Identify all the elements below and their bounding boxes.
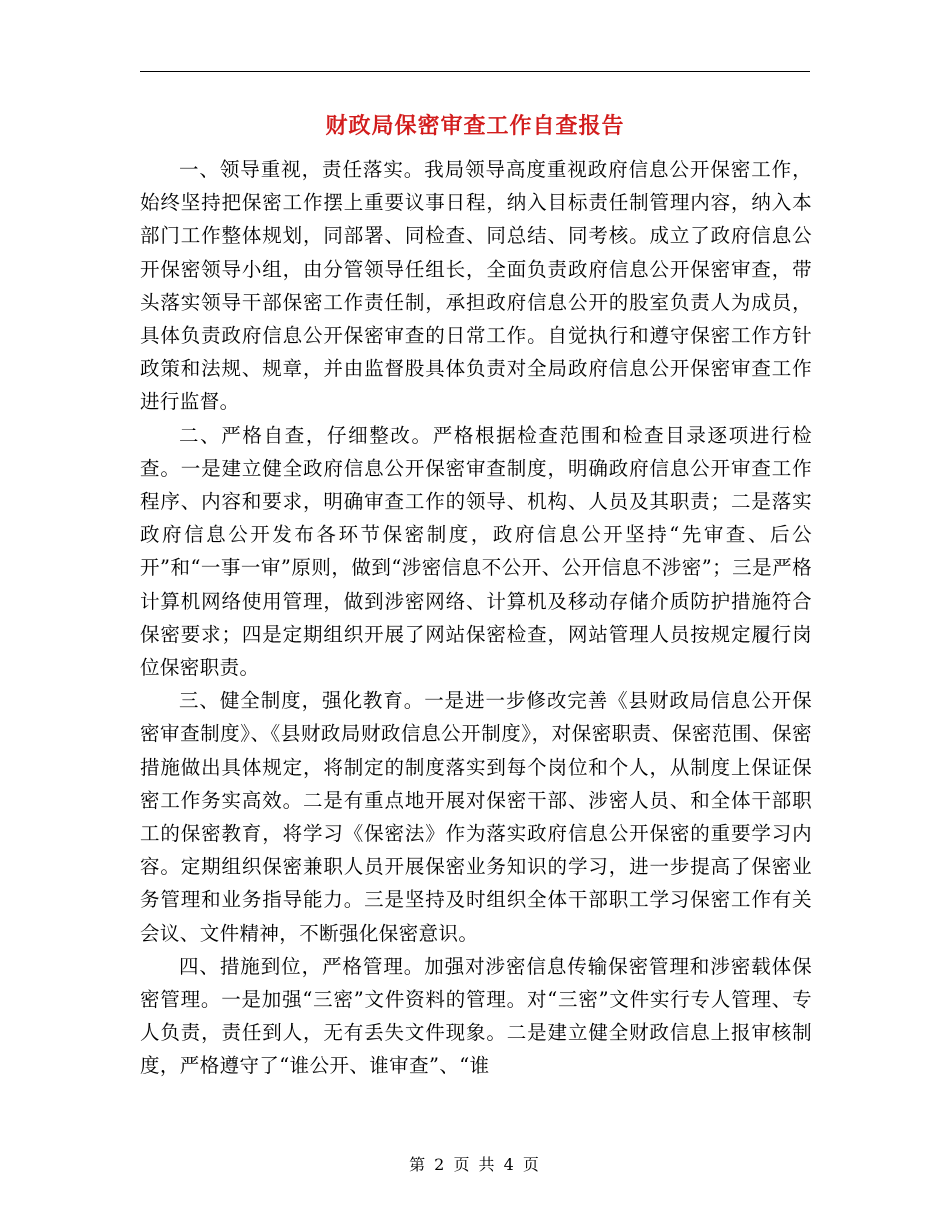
page-number: 第 2 页 共 4 页 [409,1155,541,1174]
paragraph-system-education: 三、健全制度，强化教育。一是进一步修改完善《县财政局信息公开保密审查制度》、《县财政局财政信息公开制度》，对保密职责、保密范围、保密措施做出具体规定，将制定的制度落实到每个岗位和个人，从制度上保证保密工作务实高效。二是有重点地开展对保密干部、涉密人员、和全体干部职工的保密教育，将学习《保密法》作为落实政府信息公开保密的重要学习内容。定期组织保密兼职人员开展保密业务知识的学习，进一步提高了保密业务管理和业务指导能力。三是坚持及时组织全体干部职工学习保密工作有关会议、文件精神，不断强化保密意识。 [140,689,812,945]
document-body [140,153,812,1083]
paragraph-leadership: 一、领导重视，责任落实。我局领导高度重视政府信息公开保密工作，始终坚持把保密工作摆上重要议事日程，纳入目标责任制管理内容，纳入本部门工作整体规划，同部署、同检查、同总结、同考核。成立了政府信息公开保密领导小组，由分管领导任组长，全面负责政府信息公开保密审查，带头落实领导干部保密工作责任制，承担政府信息公开的股室负责人为成员，具体负责政府信息公开保密审查的日常工作。自觉执行和遵守保密工作方针政策和法规、规章，并由监督股具体负责对全局政府信息公开保密审查工作进行监督。 [140,158,812,414]
paragraph-management-measures: 四、措施到位，严格管理。加强对涉密信息传输保密管理和涉密载体保密管理。一是加强“三密”文件资料的管理。对“三密”文件实行专人管理、专人负责，责任到人，无有丢失文件现象。二是建立健全财政信息上报审核制度，严格遵守了“谁公开、谁审查”、“谁 [140,954,812,1078]
header-rule [140,71,810,72]
paragraph-self-inspection: 二、严格自查，仔细整改。严格根据检查范围和检查目录逐项进行检查。一是建立健全政府信息公开保密审查制度，明确政府信息公开审查工作程序、内容和要求，明确审查工作的领导、机构、人员及其职责；二是落实政府信息公开发布各环节保密制度，政府信息公开坚持“先审查、后公开”和“一事一审”原则，做到“涉密信息不公开、公开信息不涉密”；三是严格计算机网络使用管理，做到涉密网络、计算机及移动存储介质防护措施符合保密要求；四是定期组织开展了网站保密检查，网站管理人员按规定履行岗位保密职责。 [140,423,812,680]
document-title: 财政局保密审查工作自查报告 [325,113,625,139]
